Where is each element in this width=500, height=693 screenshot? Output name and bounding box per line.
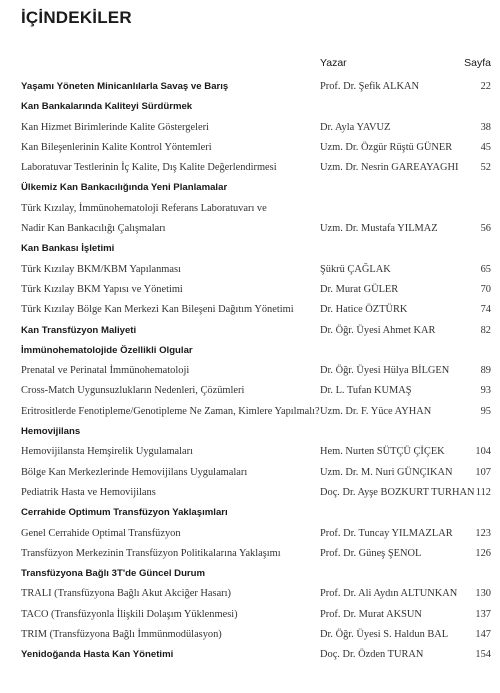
toc-entry-page-number: 95 xyxy=(480,405,491,417)
toc-entry-page-number: 74 xyxy=(480,304,491,316)
toc-entry-title: Eritrositlerde Fenotipleme/Genotipleme Ne Zaman, Kimlere Yapılmalı? xyxy=(21,405,320,417)
toc-section-row xyxy=(0,321,500,341)
toc-entry-title: Yaşamı Yöneten Minicanlılarla Savaş ve Barış xyxy=(21,81,229,92)
toc-entry-page-number: 22 xyxy=(480,81,491,92)
toc-section-row xyxy=(0,645,500,665)
toc-entry-page-number: 130 xyxy=(475,588,491,600)
toc-entry-page-number: 104 xyxy=(475,446,491,458)
toc-item-row xyxy=(0,483,500,503)
toc-entry-page-number: 52 xyxy=(480,162,491,174)
toc-entry-author: Uzm. Dr. F. Yüce AYHAN xyxy=(320,405,432,417)
toc-item-row xyxy=(0,605,500,625)
toc-entry-author: Dr. L. Tufan KUMAŞ xyxy=(320,385,412,397)
toc-entry-author: Dr. Ayla YAVUZ xyxy=(320,121,391,133)
toc-entry-title: Kan Bankalarında Kaliteyi Sürdürmek xyxy=(21,101,193,113)
toc-item-row xyxy=(0,625,500,645)
toc-entry-author: Dr. Öğr. Üyesi Ahmet KAR xyxy=(320,324,436,336)
toc-entry-author: Dr. Murat GÜLER xyxy=(320,283,399,295)
toc-entry-title: Türk Kızılay BKM Yapısı ve Yönetimi xyxy=(21,283,183,295)
toc-entry-title: İmmünohematolojide Özellikli Olgular xyxy=(21,344,193,356)
toc-entry-author: Dr. Öğr. Üyesi Hülya BİLGEN xyxy=(320,365,450,377)
toc-entry-title: Laboratuvar Testlerinin İç Kalite, Dış Kalite Değerlendirmesi xyxy=(21,162,277,174)
toc-section-row xyxy=(0,341,500,361)
toc-entry-page-number: 154 xyxy=(475,649,491,661)
toc-item-row xyxy=(0,584,500,604)
toc-item-row xyxy=(0,118,500,138)
toc-item-row xyxy=(0,442,500,462)
toc-item-row xyxy=(0,138,500,158)
toc-section-row xyxy=(0,239,500,259)
toc-item-row xyxy=(0,199,500,219)
toc-entry-author: Uzm. Dr. M. Nuri GÜNÇIKAN xyxy=(320,466,453,478)
toc-section-row xyxy=(0,422,500,442)
toc-entry-title: Bölge Kan Merkezlerinde Hemovijilans Uygulamaları xyxy=(21,466,248,478)
toc-entry-page-number: 137 xyxy=(475,608,491,620)
toc-item-row xyxy=(0,463,500,483)
toc-entry-author: Prof. Dr. Murat AKSUN xyxy=(320,608,422,620)
toc-item-row xyxy=(0,158,500,178)
page-column-header: Sayfa xyxy=(464,57,491,69)
toc-entry-page-number: 107 xyxy=(475,466,491,478)
author-column-header: Yazar xyxy=(320,57,347,69)
toc-entry-title: Ülkemiz Kan Bankacılığında Yeni Planlamalar xyxy=(21,182,228,194)
toc-entry-page-number: 56 xyxy=(480,223,491,235)
toc-entry-author: Doç. Dr. Özden TURAN xyxy=(320,649,424,661)
toc-entry-title: Türk Kızılay Bölge Kan Merkezi Kan Bileşeni Dağıtım Yönetimi xyxy=(21,304,294,316)
toc-section-row xyxy=(0,503,500,523)
toc-entry-page-number: 126 xyxy=(475,547,491,559)
toc-entry-title: Transfüzyon Merkezinin Transfüzyon Politikalarına Yaklaşımı xyxy=(21,547,281,559)
toc-entry-title: Hemovijilansta Hemşirelik Uygulamaları xyxy=(21,446,193,458)
toc-item-row xyxy=(0,402,500,422)
toc-section-row xyxy=(0,178,500,198)
toc-entry-title: Nadir Kan Bankacılığı Çalışmaları xyxy=(21,223,166,235)
toc-entry-title: Hemovijilans xyxy=(21,426,81,438)
toc-entry-author: Prof. Dr. Tuncay YILMAZLAR xyxy=(320,527,453,539)
toc-entry-author: Hem. Nurten SÜTÇÜ ÇİÇEK xyxy=(320,446,445,458)
toc-entry-author: Dr. Öğr. Üyesi S. Haldun BAL xyxy=(320,629,449,641)
toc-entry-title: Kan Bileşenlerinin Kalite Kontrol Yöntemleri xyxy=(21,141,212,153)
toc-entry-title: Türk Kızılay BKM/KBM Yapılanması xyxy=(21,263,181,275)
toc-entry-author: Uzm. Dr. Özgür Rüştü GÜNER xyxy=(320,141,453,153)
toc-item-row xyxy=(0,300,500,320)
toc-entry-title: Pediatrik Hasta ve Hemovijilans xyxy=(21,486,156,498)
toc-entry-title: Yenidoğanda Hasta Kan Yönetimi xyxy=(21,649,174,661)
toc-entry-title: TRIM (Transfüzyona Bağlı İmmünmodülasyon) xyxy=(21,629,222,641)
toc-entry-title: Transfüzyona Bağlı 3T'de Güncel Durum xyxy=(21,568,206,580)
toc-entry-title: Genel Cerrahide Optimal Transfüzyon xyxy=(21,527,181,539)
toc-entry-author: Doç. Dr. Ayşe BOZKURT TURHAN xyxy=(320,486,475,498)
toc-entry-author: Prof. Dr. Güneş ŞENOL xyxy=(320,547,422,559)
toc-entry-page-number: 147 xyxy=(475,629,491,641)
toc-section-row xyxy=(0,564,500,584)
toc-entry-title: Kan Transfüzyon Maliyeti xyxy=(21,324,137,336)
toc-entry-author: Uzm. Dr. Nesrin GAREAYAGHI xyxy=(320,162,459,174)
toc-entry-title: Türk Kızılay, İmmünohematoloji Referans Laboratuvarı ve xyxy=(21,202,267,214)
toc-entry-title: Cerrahide Optimum Transfüzyon Yaklaşımları xyxy=(21,507,228,519)
toc-item-row xyxy=(0,280,500,300)
toc-entry-page-number: 82 xyxy=(480,324,491,336)
toc-entry-title: TACO (Transfüzyonla İlişkili Dolaşım Yüklenmesi) xyxy=(21,608,238,620)
table-of-contents xyxy=(0,77,500,666)
toc-entry-page-number: 65 xyxy=(480,263,491,275)
toc-entry-title: Cross-Match Uygunsuzlukların Nedenleri, Çözümleri xyxy=(21,385,245,397)
toc-entry-author: Şükrü ÇAĞLAK xyxy=(320,263,391,275)
toc-section-row xyxy=(0,97,500,117)
toc-entry-title: Kan Bankası İşletimi xyxy=(21,243,115,255)
toc-entry-title: TRALI (Transfüzyona Bağlı Akut Akciğer Hasarı) xyxy=(21,588,231,600)
toc-section-row xyxy=(0,77,500,97)
toc-entry-page-number: 123 xyxy=(475,527,491,539)
toc-entry-author: Prof. Dr. Şefik ALKAN xyxy=(320,81,419,92)
toc-entry-author: Dr. Hatice ÖZTÜRK xyxy=(320,304,408,316)
toc-item-row xyxy=(0,544,500,564)
toc-entry-page-number: 112 xyxy=(475,486,491,498)
toc-item-row xyxy=(0,260,500,280)
toc-item-row xyxy=(0,361,500,381)
toc-item-row xyxy=(0,381,500,401)
toc-item-row xyxy=(0,524,500,544)
page-title: İÇİNDEKİLER xyxy=(21,8,132,27)
toc-entry-page-number: 38 xyxy=(480,121,491,133)
toc-entry-title: Kan Hizmet Birimlerinde Kalite Göstergeleri xyxy=(21,121,209,133)
toc-entry-author: Prof. Dr. Ali Aydın ALTUNKAN xyxy=(320,588,458,600)
toc-entry-page-number: 93 xyxy=(480,385,491,397)
toc-entry-page-number: 70 xyxy=(480,283,491,295)
toc-entry-title: Prenatal ve Perinatal İmmünohematoloji xyxy=(21,365,190,377)
toc-entry-author: Uzm. Dr. Mustafa YILMAZ xyxy=(320,223,438,235)
toc-entry-page-number: 89 xyxy=(480,365,491,377)
toc-item-row xyxy=(0,219,500,239)
toc-entry-page-number: 45 xyxy=(480,141,491,153)
